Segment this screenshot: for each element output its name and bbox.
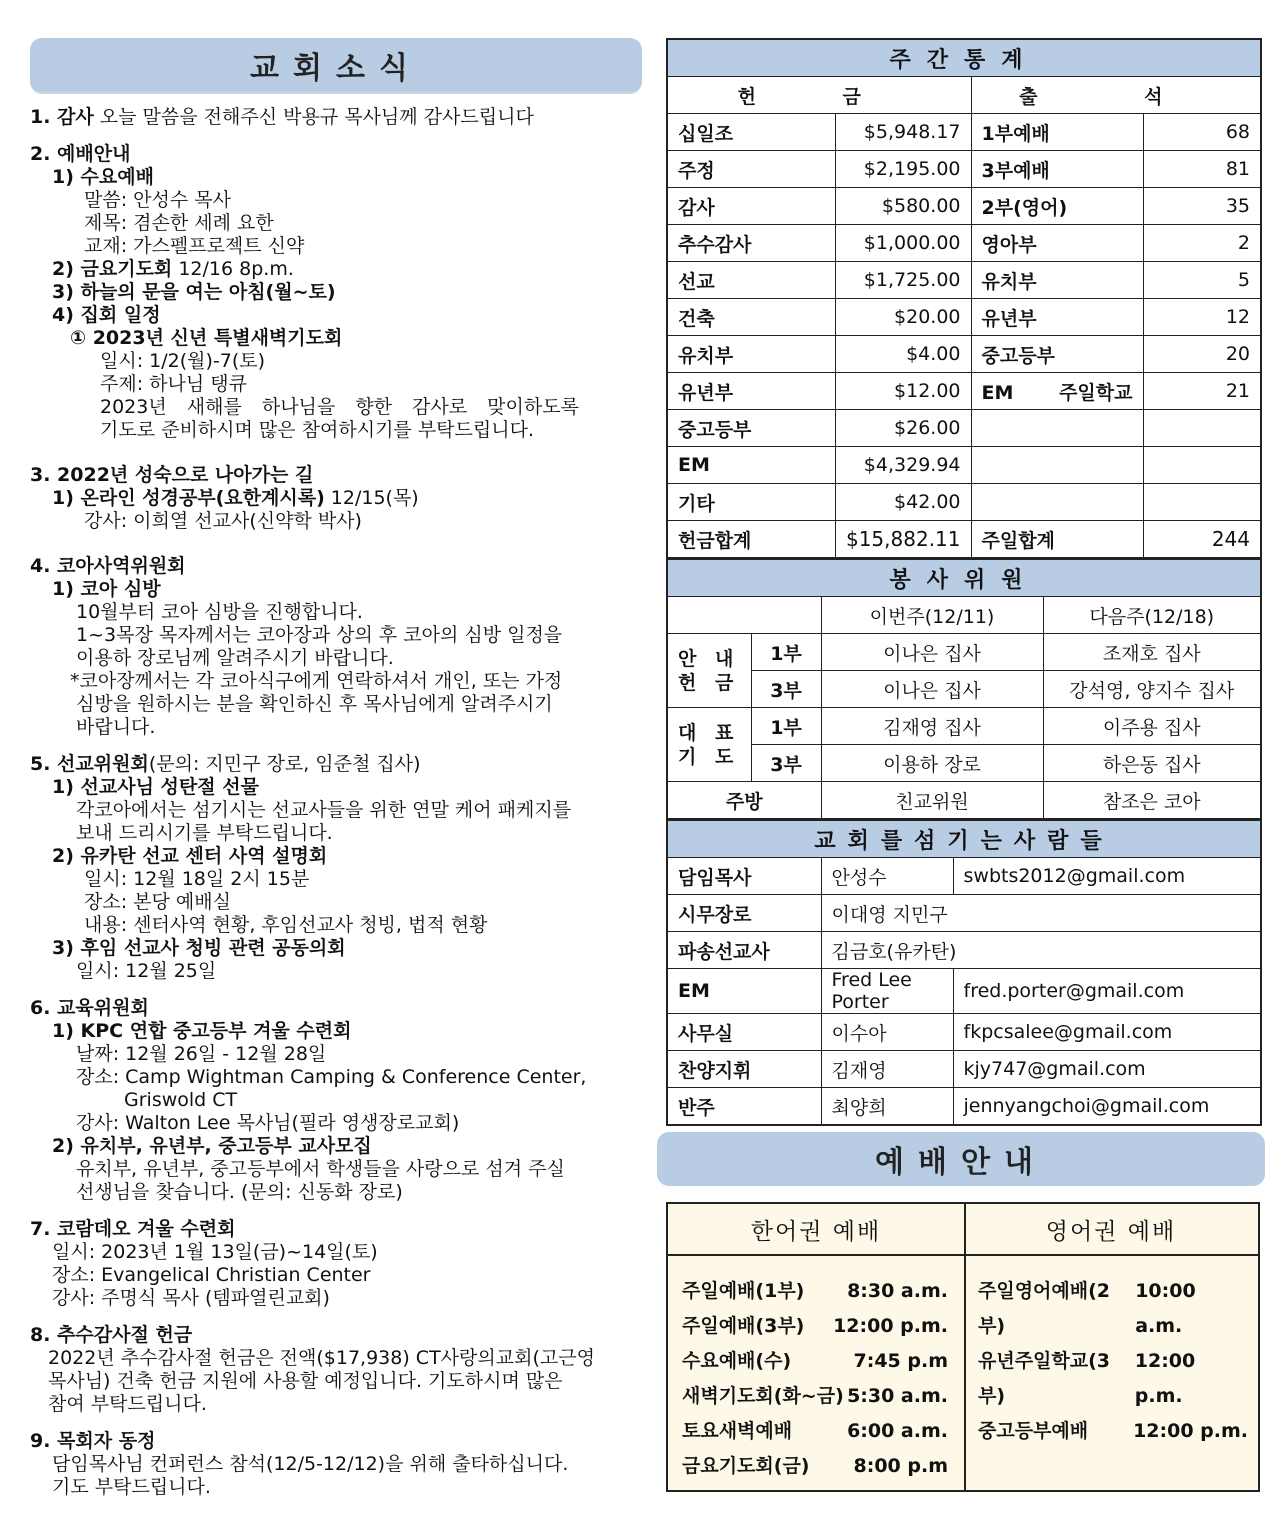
staff-row <box>667 969 1261 1014</box>
attendance-value <box>1143 447 1261 484</box>
item-line: 2022년 추수감사절 헌금은 전액($17,938) CT사랑의교회(고근영 <box>48 1347 595 1369</box>
attendance-label <box>971 484 1143 521</box>
next-week-person: 이주용 집사 <box>1043 708 1261 745</box>
news-section-3 <box>30 464 642 533</box>
attendance-value: 5 <box>1143 262 1261 299</box>
offering-value: $5,948.17 <box>835 114 971 151</box>
offering-label: 건축 <box>667 299 835 336</box>
item-line: 1~3목장 목자께서는 코아장과 상의 후 코아의 심방 일정을 <box>76 624 563 646</box>
staff-email: fkpcsalee@gmail.com <box>953 1014 1261 1051</box>
attendance-total-label: 주일합계 <box>971 521 1143 559</box>
staff-email: jennyangchoi@gmail.com <box>953 1088 1261 1126</box>
news-section-8 <box>30 1324 642 1416</box>
attendance-label: 1부예배 <box>971 114 1143 151</box>
offering-value: $4,329.94 <box>835 447 971 484</box>
worship-time: 8:30 a.m. <box>847 1280 948 1302</box>
item-heading: 2) 유치부, 유년부, 중고등부 교사모집 <box>52 1135 372 1157</box>
section-text: 오늘 말씀을 전해주신 박용규 목사님께 감사드립니다 <box>93 106 534 128</box>
stats-row <box>667 225 1261 262</box>
staff-name: 이수아 <box>821 1014 953 1051</box>
column-divider <box>964 1204 966 1490</box>
item-line: 일시: 1/2(월)-7(토) <box>100 350 266 372</box>
attendance-label: EM 주일학교 <box>971 373 1143 410</box>
staff-role: 반주 <box>667 1088 821 1126</box>
worship-name: 주일영어예배(2부) <box>978 1280 1111 1337</box>
worship-entry <box>682 1414 948 1449</box>
staff-table <box>666 820 1262 1126</box>
stats-row <box>667 447 1261 484</box>
attendance-label: 2부(영어) <box>971 188 1143 225</box>
item-line: 10월부터 코아 심방을 진행합니다. <box>76 601 363 623</box>
offering-label: 감사 <box>667 188 835 225</box>
stats-row <box>667 151 1261 188</box>
offering-total-label: 헌금합계 <box>667 521 835 559</box>
worship-name: 수요예배(수) <box>682 1350 792 1372</box>
offering-value: $42.00 <box>835 484 971 521</box>
offering-value: $580.00 <box>835 188 971 225</box>
attendance-label <box>971 410 1143 447</box>
item-line: 일시: 2023년 1월 13일(금)~14일(토) <box>52 1241 378 1263</box>
item-line: 일시: 12월 25일 <box>76 960 217 982</box>
section-note: (문의: 지민구 장로, 임준철 집사) <box>148 753 421 775</box>
staff-name: Fred Lee Porter <box>821 969 953 1014</box>
item-line: 주제: 하나님 탱큐 <box>100 373 247 395</box>
item-line: 장소: Camp Wightman Camping & Conference Center, <box>76 1066 587 1088</box>
worship-entry <box>978 1344 1248 1414</box>
attendance-label: 중고등부 <box>971 336 1143 373</box>
item-heading: 2) 유카탄 선교 센터 사역 설명회 <box>52 845 328 867</box>
staff-title: 교회를섬기는사람들 <box>667 821 1261 858</box>
item-line: 강사: 주명식 목사 (템파열린교회) <box>52 1287 330 1309</box>
staff-role: 담임목사 <box>667 858 821 895</box>
worship-time: 8:00 p.m <box>853 1455 948 1477</box>
offering-header: 헌 금 <box>667 77 971 114</box>
staff-name: 김재영 <box>821 1051 953 1088</box>
staff-row <box>667 858 1261 895</box>
usher-offering-label: 안 내 헌 금 <box>667 634 751 708</box>
attendance-value: 21 <box>1143 373 1261 410</box>
news-section-4 <box>30 555 642 739</box>
offering-label: 선교 <box>667 262 835 299</box>
news-section-2 <box>30 143 642 442</box>
worship-banner: 예배안내 <box>657 1132 1265 1186</box>
item-line: 장소: Evangelical Christian Center <box>52 1264 371 1286</box>
item-heading: 1) 코아 심방 <box>52 578 161 600</box>
item-heading: 1) 수요예배 <box>52 166 154 188</box>
attendance-value <box>1143 484 1261 521</box>
item-line: 날짜: 12월 26일 - 12월 28일 <box>76 1043 327 1065</box>
item-line: 2023년 새해를 하나님을 향한 감사로 맞이하도록 <box>100 396 579 418</box>
this-week-person: 이나은 집사 <box>821 634 1043 671</box>
worship-name: 중고등부예배 <box>978 1420 1089 1442</box>
section-heading: 7. 코람데오 겨울 수련회 <box>30 1218 236 1240</box>
prayer-label: 대 표 기 도 <box>667 708 751 782</box>
news-list <box>30 106 642 1499</box>
item-line: 기도 부탁드립니다. <box>52 1476 211 1498</box>
worship-time: 7:45 p.m <box>853 1350 948 1372</box>
next-week-person: 조재호 집사 <box>1043 634 1261 671</box>
staff-name: 최양희 <box>821 1088 953 1126</box>
staff-role: 파송선교사 <box>667 932 821 969</box>
offering-value: $12.00 <box>835 373 971 410</box>
item-line: 기도로 준비하시며 많은 참여하시기를 부탁드립니다. <box>100 419 534 441</box>
attendance-value: 81 <box>1143 151 1261 188</box>
attendance-value: 35 <box>1143 188 1261 225</box>
kitchen-next-week: 참조은 코아 <box>1043 782 1261 820</box>
part-label: 1부 <box>751 708 821 745</box>
item-line: 이용하 장로님께 알려주시기 바랍니다. <box>76 647 394 669</box>
item-heading: 4) 집회 일정 <box>52 304 161 326</box>
korean-worship-list <box>682 1274 948 1484</box>
offering-value: $20.00 <box>835 299 971 336</box>
staff-role: 사무실 <box>667 1014 821 1051</box>
stats-row <box>667 188 1261 225</box>
offering-value: $4.00 <box>835 336 971 373</box>
service-title: 봉사위원 <box>667 560 1261 597</box>
staff-row <box>667 1051 1261 1088</box>
worship-name: 주일예배(3부) <box>682 1315 805 1337</box>
attendance-label: 유년부 <box>971 299 1143 336</box>
this-week-header: 이번주(12/11) <box>821 597 1043 634</box>
offering-value: $1,725.00 <box>835 262 971 299</box>
item-line: 바랍니다. <box>76 716 156 738</box>
kitchen-this-week: 친교위원 <box>821 782 1043 820</box>
attendance-value <box>1143 410 1261 447</box>
next-week-person: 하은동 집사 <box>1043 745 1261 782</box>
item-subheading: ① 2023년 신년 특별새벽기도회 <box>70 327 343 349</box>
news-column <box>30 38 642 1499</box>
attendance-value: 2 <box>1143 225 1261 262</box>
worship-table <box>666 1202 1260 1492</box>
worship-time: 5:30 a.m. <box>847 1385 948 1407</box>
news-banner: 교회소식 <box>30 38 642 92</box>
section-heading: 2. 예배안내 <box>30 143 131 165</box>
worship-name: 주일예배(1부) <box>682 1280 805 1302</box>
item-heading: 1) 온라인 성경공부(요한계시록) <box>52 487 325 509</box>
worship-time: 6:00 a.m. <box>847 1420 948 1442</box>
worship-entry <box>682 1344 948 1379</box>
section-heading: 5. 선교위원회 <box>30 753 149 775</box>
news-section-7 <box>30 1218 642 1310</box>
attendance-value: 12 <box>1143 299 1261 336</box>
staff-row <box>667 1014 1261 1051</box>
section-heading: 4. 코아사역위원회 <box>30 555 186 577</box>
item-text: 12/15(목) <box>324 487 419 509</box>
attendance-value: 68 <box>1143 114 1261 151</box>
item-heading: 3) 후임 선교사 청빙 관련 공동의회 <box>52 937 346 959</box>
offering-label: EM <box>667 447 835 484</box>
offering-value: $1,000.00 <box>835 225 971 262</box>
news-section-6 <box>30 997 642 1204</box>
this-week-person: 이용하 장로 <box>821 745 1043 782</box>
english-worship-header: 영어권 예배 <box>964 1204 1258 1256</box>
item-line: 각코아에서는 섬기시는 선교사들을 위한 연말 케어 패케지를 <box>76 799 572 821</box>
item-line: 강사: 이희열 선교사(신약학 박사) <box>84 510 362 532</box>
stats-row <box>667 114 1261 151</box>
stats-row <box>667 410 1261 447</box>
worship-entry <box>682 1379 948 1414</box>
staff-name: 안성수 <box>821 858 953 895</box>
item-line: 강사: Walton Lee 목사님(필라 영생장로교회) <box>76 1112 460 1134</box>
section-heading: 6. 교육위원회 <box>30 997 149 1019</box>
section-heading: 3. 2022년 성숙으로 나아가는 길 <box>30 464 314 486</box>
this-week-person: 김재영 집사 <box>821 708 1043 745</box>
worship-time: 12:00 p.m. <box>1133 1420 1248 1442</box>
news-section-1 <box>30 106 642 129</box>
staff-email: kjy747@gmail.com <box>953 1051 1261 1088</box>
worship-time: 10:00 a.m. <box>1135 1280 1196 1337</box>
item-heading: 1) 선교사님 성탄절 선물 <box>52 776 259 798</box>
stats-row <box>667 299 1261 336</box>
stats-row <box>667 262 1261 299</box>
section-heading: 8. 추수감사절 헌금 <box>30 1324 193 1346</box>
news-section-5 <box>30 753 642 983</box>
attendance-header: 출 석 <box>971 77 1261 114</box>
item-line: *코아장께서는 각 코아식구에게 연락하셔서 개인, 또는 가정 <box>70 670 563 692</box>
part-label: 3부 <box>751 745 821 782</box>
worship-entry <box>682 1449 948 1484</box>
worship-name: 유년주일학교(3부) <box>978 1350 1111 1407</box>
offering-total-value: $15,882.11 <box>835 521 971 559</box>
attendance-label: 영아부 <box>971 225 1143 262</box>
stats-rows <box>667 114 1261 521</box>
worship-time: 12:00 p.m. <box>833 1315 948 1337</box>
offering-label: 유년부 <box>667 373 835 410</box>
worship-entry <box>682 1309 948 1344</box>
item-line: 일시: 12월 18일 2시 15분 <box>84 868 310 890</box>
offering-label: 주정 <box>667 151 835 188</box>
item-line: 선생님을 찾습니다. (문의: 신동화 장로) <box>76 1181 403 1203</box>
item-line: 참여 부탁드립니다. <box>48 1393 207 1415</box>
weekly-stats-table <box>666 38 1262 559</box>
item-heading: 2) 금요기도회 <box>52 258 173 280</box>
worship-time: 12:00 p.m. <box>1134 1350 1196 1407</box>
item-line: 말씀: 안성수 목사 <box>84 189 231 211</box>
item-text: 12/16 8p.m. <box>172 258 294 280</box>
offering-label: 기타 <box>667 484 835 521</box>
offering-label: 유치부 <box>667 336 835 373</box>
kitchen-label: 주방 <box>667 782 821 820</box>
worship-entry <box>682 1274 948 1309</box>
attendance-total-value: 244 <box>1143 521 1261 559</box>
offering-value: $2,195.00 <box>835 151 971 188</box>
staff-role: 시무장로 <box>667 895 821 932</box>
item-heading: 3) 하늘의 문을 여는 아침(월~토) <box>52 281 336 303</box>
stats-row <box>667 336 1261 373</box>
staff-name: 김금호(유카탄) <box>821 932 1261 969</box>
part-label: 1부 <box>751 634 821 671</box>
offering-label: 십일조 <box>667 114 835 151</box>
english-worship-list <box>978 1274 1248 1449</box>
info-column <box>666 38 1260 1126</box>
attendance-label: 3부예배 <box>971 151 1143 188</box>
item-line: 심방을 원하시는 분을 확인하신 후 목사님에게 알려주시기 <box>76 693 553 715</box>
next-week-header: 다음주(12/18) <box>1043 597 1261 634</box>
item-line: 제목: 겸손한 세례 요한 <box>84 212 274 234</box>
offering-value: $26.00 <box>835 410 971 447</box>
staff-row <box>667 1088 1261 1126</box>
next-week-person: 강석영, 양지수 집사 <box>1043 671 1261 708</box>
item-line: 내용: 센터사역 현황, 후임선교사 청빙, 법적 현황 <box>84 914 488 936</box>
item-line: 교재: 가스펠프로젝트 신약 <box>84 235 305 257</box>
stats-row <box>667 484 1261 521</box>
news-section-9 <box>30 1430 642 1499</box>
staff-name: 이대영 지민구 <box>821 895 1261 932</box>
item-line: 장소: 본당 예배실 <box>84 891 231 913</box>
worship-entry <box>978 1414 1248 1449</box>
item-line: 유치부, 유년부, 중고등부에서 학생들을 사랑으로 섬겨 주실 <box>76 1158 565 1180</box>
this-week-person: 이나은 집사 <box>821 671 1043 708</box>
section-heading: 9. 목회자 동정 <box>30 1430 156 1452</box>
staff-row <box>667 895 1261 932</box>
section-heading: 1. 감사 <box>30 106 94 128</box>
offering-label: 추수감사 <box>667 225 835 262</box>
staff-email: swbts2012@gmail.com <box>953 858 1261 895</box>
worship-name: 새벽기도회(화~금) <box>682 1385 844 1407</box>
attendance-label <box>971 447 1143 484</box>
part-label: 3부 <box>751 671 821 708</box>
worship-name: 토요새벽예배 <box>682 1420 793 1442</box>
staff-row <box>667 932 1261 969</box>
item-heading: 1) KPC 연합 중고등부 겨울 수련회 <box>52 1020 352 1042</box>
offering-label: 중고등부 <box>667 410 835 447</box>
korean-worship-header: 한어권 예배 <box>668 1204 964 1256</box>
worship-entry <box>978 1274 1248 1344</box>
item-line: 보내 드리시기를 부탁드립니다. <box>76 822 333 844</box>
service-table <box>666 559 1262 820</box>
staff-rows <box>667 858 1261 1126</box>
worship-name: 금요기도회(금) <box>682 1455 810 1477</box>
stats-title: 주간통계 <box>667 39 1261 77</box>
item-line: Griswold CT <box>124 1089 238 1111</box>
staff-role: EM <box>667 969 821 1014</box>
attendance-value: 20 <box>1143 336 1261 373</box>
item-line: 목사님) 건축 헌금 지원에 사용할 예정입니다. 기도하시며 많은 <box>48 1370 563 1392</box>
staff-email: fred.porter@gmail.com <box>953 969 1261 1014</box>
staff-role: 찬양지휘 <box>667 1051 821 1088</box>
stats-row <box>667 373 1261 410</box>
attendance-label: 유치부 <box>971 262 1143 299</box>
item-line: 담임목사님 컨퍼런스 참석(12/5-12/12)을 위해 출타하십니다. <box>52 1453 569 1475</box>
